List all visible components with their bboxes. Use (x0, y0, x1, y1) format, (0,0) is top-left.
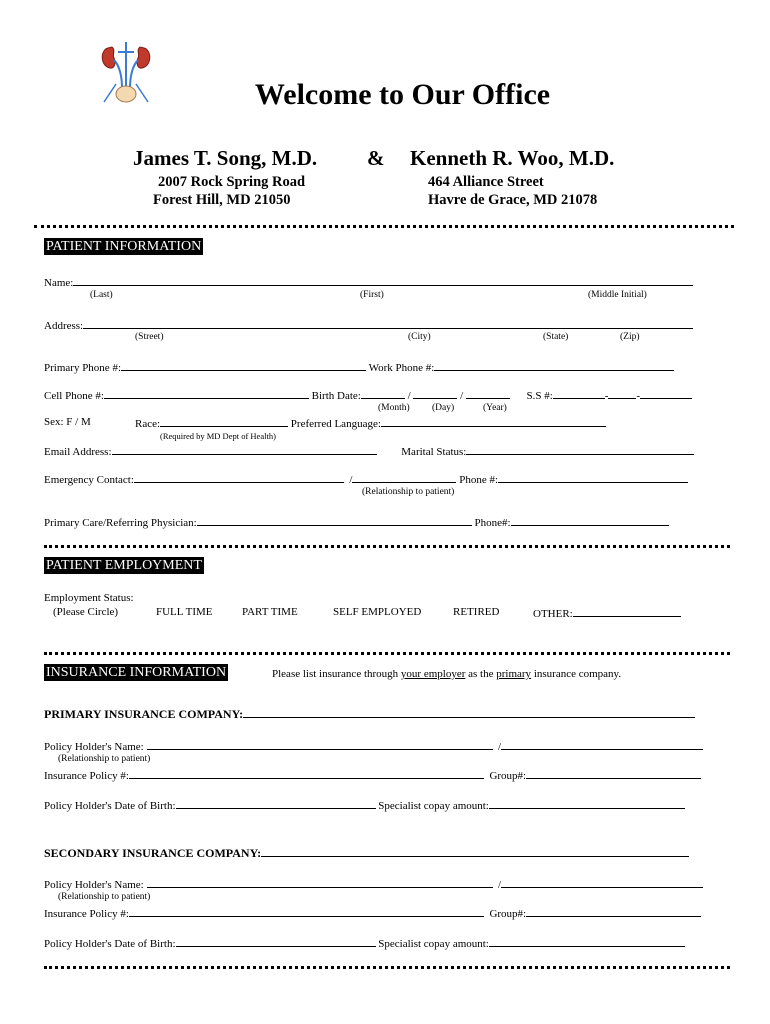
primary-copay-field[interactable] (489, 798, 685, 809)
emergency-phone-label: Phone #: (459, 474, 499, 486)
left-city: Forest Hill, MD 21050 (153, 192, 291, 208)
doctor-left-name: James T. Song, M.D. (133, 146, 318, 170)
primary-holder-row: Policy Holder's Name: / (44, 739, 703, 753)
address-label: Address: (44, 320, 84, 332)
secondary-company-field[interactable] (261, 846, 689, 857)
secondary-relationship-field[interactable] (501, 877, 703, 888)
primary-relationship-field[interactable] (501, 739, 703, 750)
primary-policy-field[interactable] (129, 768, 484, 779)
primary-phone-field[interactable] (121, 360, 366, 371)
name-field[interactable] (73, 275, 693, 286)
secondary-company-row (44, 844, 689, 862)
physician-phone-label: Phone#: (474, 517, 511, 529)
emergency-phone-field[interactable] (498, 472, 688, 483)
physician-label: Primary Care/Referring Physician: (44, 517, 197, 529)
addr-city-hint: (City) (408, 332, 431, 342)
language-field[interactable] (381, 416, 606, 427)
secondary-holder-field[interactable] (147, 877, 493, 888)
note-primary: primary (496, 668, 532, 680)
ss-label: S.S #: (526, 390, 553, 402)
ss-field-2[interactable] (608, 388, 636, 399)
birth-year-field[interactable] (466, 388, 510, 399)
primary-group-label: Group#: (489, 770, 527, 782)
right-street: 464 Alliance Street (428, 174, 544, 190)
primary-dob-field[interactable] (176, 798, 376, 809)
physician-phone-field[interactable] (511, 515, 669, 526)
primary-dob-row (44, 798, 685, 812)
page-title: Welcome to Our Office (254, 78, 551, 111)
option-other[interactable]: OTHER: (533, 608, 573, 620)
employment-status-label: Employment Status: (44, 592, 134, 604)
phone-row (44, 360, 674, 374)
addr-zip-hint: (Zip) (620, 332, 640, 342)
primary-company-field[interactable] (243, 707, 695, 718)
note-text: as the (465, 668, 497, 680)
primary-holder-field[interactable] (147, 739, 493, 750)
option-retired[interactable]: RETIRED (453, 606, 500, 618)
secondary-dob-row (44, 936, 685, 950)
right-city: Havre de Grace, MD 21078 (428, 192, 598, 208)
addr-state-hint: (State) (543, 332, 569, 342)
option-full-time[interactable]: FULL TIME (156, 606, 213, 618)
divider (44, 966, 730, 969)
cell-phone-field[interactable] (104, 388, 309, 399)
email-row (44, 444, 694, 458)
relationship-hint: (Relationship to patient) (362, 487, 455, 497)
emergency-field[interactable] (134, 472, 344, 483)
secondary-company-label: SECONDARY INSURANCE COMPANY: (44, 846, 262, 860)
secondary-dob-field[interactable] (176, 936, 376, 947)
other-field[interactable] (573, 606, 681, 617)
sex-label[interactable]: Sex: F / M (44, 416, 91, 428)
physician-field[interactable] (197, 515, 472, 526)
name-first-hint: (First) (360, 290, 384, 300)
secondary-policy-row (44, 906, 701, 920)
secondary-dob-label: Policy Holder's Date of Birth: (44, 938, 176, 950)
doctor-right-name: Kenneth R. Woo, M.D. (410, 146, 615, 170)
patient-info-heading: PATIENT INFORMATION (46, 239, 202, 254)
secondary-holder-row: Policy Holder's Name: / (44, 877, 703, 891)
secondary-copay-field[interactable] (489, 936, 685, 947)
primary-copay-label: Specialist copay amount: (378, 800, 489, 812)
race-label: Race: (135, 418, 161, 430)
address-field[interactable] (83, 318, 693, 329)
ampersand: & (367, 146, 385, 170)
language-label: Preferred Language: (290, 418, 381, 430)
secondary-relationship-hint: (Relationship to patient) (58, 892, 151, 902)
secondary-policy-field[interactable] (129, 906, 484, 917)
primary-company-row (44, 705, 695, 723)
divider (44, 652, 730, 655)
marital-label: Marital Status: (401, 446, 467, 458)
note-text: Please list insurance through (272, 668, 401, 680)
name-last-hint: (Last) (90, 290, 113, 300)
employment-heading: PATIENT EMPLOYMENT (46, 558, 202, 573)
race-row (135, 416, 606, 430)
circle-note: (Please Circle) (53, 606, 119, 618)
primary-company-label: PRIMARY INSURANCE COMPANY: (44, 707, 244, 721)
secondary-group-label: Group#: (489, 908, 527, 920)
left-street: 2007 Rock Spring Road (158, 174, 306, 190)
primary-policy-label: Insurance Policy #: (44, 770, 129, 782)
primary-policy-row (44, 768, 701, 782)
email-label: Email Address: (44, 446, 112, 458)
work-phone-label: Work Phone #: (368, 362, 435, 374)
option-other-row (533, 606, 681, 620)
cell-row: Cell Phone #: Birth Date: / / S.S #: - - (44, 388, 692, 402)
emergency-label: Emergency Contact: (44, 474, 134, 486)
divider (34, 225, 734, 228)
divider (44, 545, 730, 548)
option-part-time[interactable]: PART TIME (242, 606, 298, 618)
addr-street-hint: (Street) (135, 332, 164, 342)
secondary-copay-label: Specialist copay amount: (378, 938, 489, 950)
option-self-employed[interactable]: SELF EMPLOYED (333, 606, 422, 618)
secondary-holder-label: Policy Holder's Name: (44, 879, 144, 891)
ss-field-1[interactable] (553, 388, 605, 399)
primary-phone-label: Primary Phone #: (44, 362, 121, 374)
note-text: insurance company. (531, 668, 622, 680)
secondary-policy-label: Insurance Policy #: (44, 908, 129, 920)
primary-relationship-hint: (Relationship to patient) (58, 754, 151, 764)
cell-phone-label: Cell Phone #: (44, 390, 104, 402)
emergency-row: Emergency Contact: / Phone #: (44, 472, 688, 486)
secondary-group-field[interactable] (526, 906, 701, 917)
ss-field-3[interactable] (640, 388, 692, 399)
emergency-relationship-field[interactable] (352, 472, 456, 483)
year-hint: (Year) (483, 403, 507, 413)
email-field[interactable] (112, 444, 377, 455)
marital-field[interactable] (466, 444, 694, 455)
race-note: (Required by MD Dept of Health) (160, 431, 276, 441)
name-mi-hint: (Middle Initial) (588, 290, 647, 300)
name-row (44, 275, 693, 289)
birth-day-field[interactable] (413, 388, 457, 399)
primary-holder-label: Policy Holder's Name: (44, 741, 144, 753)
work-phone-field[interactable] (434, 360, 674, 371)
name-label: Name: (44, 277, 74, 289)
address-row (44, 318, 693, 332)
birth-date-label: Birth Date: (311, 390, 361, 402)
month-hint: (Month) (378, 403, 410, 413)
note-employer: your employer (400, 668, 466, 680)
insurance-note (272, 668, 621, 680)
race-field[interactable] (160, 416, 288, 427)
insurance-heading: INSURANCE INFORMATION (46, 665, 227, 680)
primary-group-field[interactable] (526, 768, 701, 779)
primary-dob-label: Policy Holder's Date of Birth: (44, 800, 176, 812)
physician-row (44, 515, 669, 529)
birth-month-field[interactable] (361, 388, 405, 399)
day-hint: (Day) (432, 403, 455, 413)
